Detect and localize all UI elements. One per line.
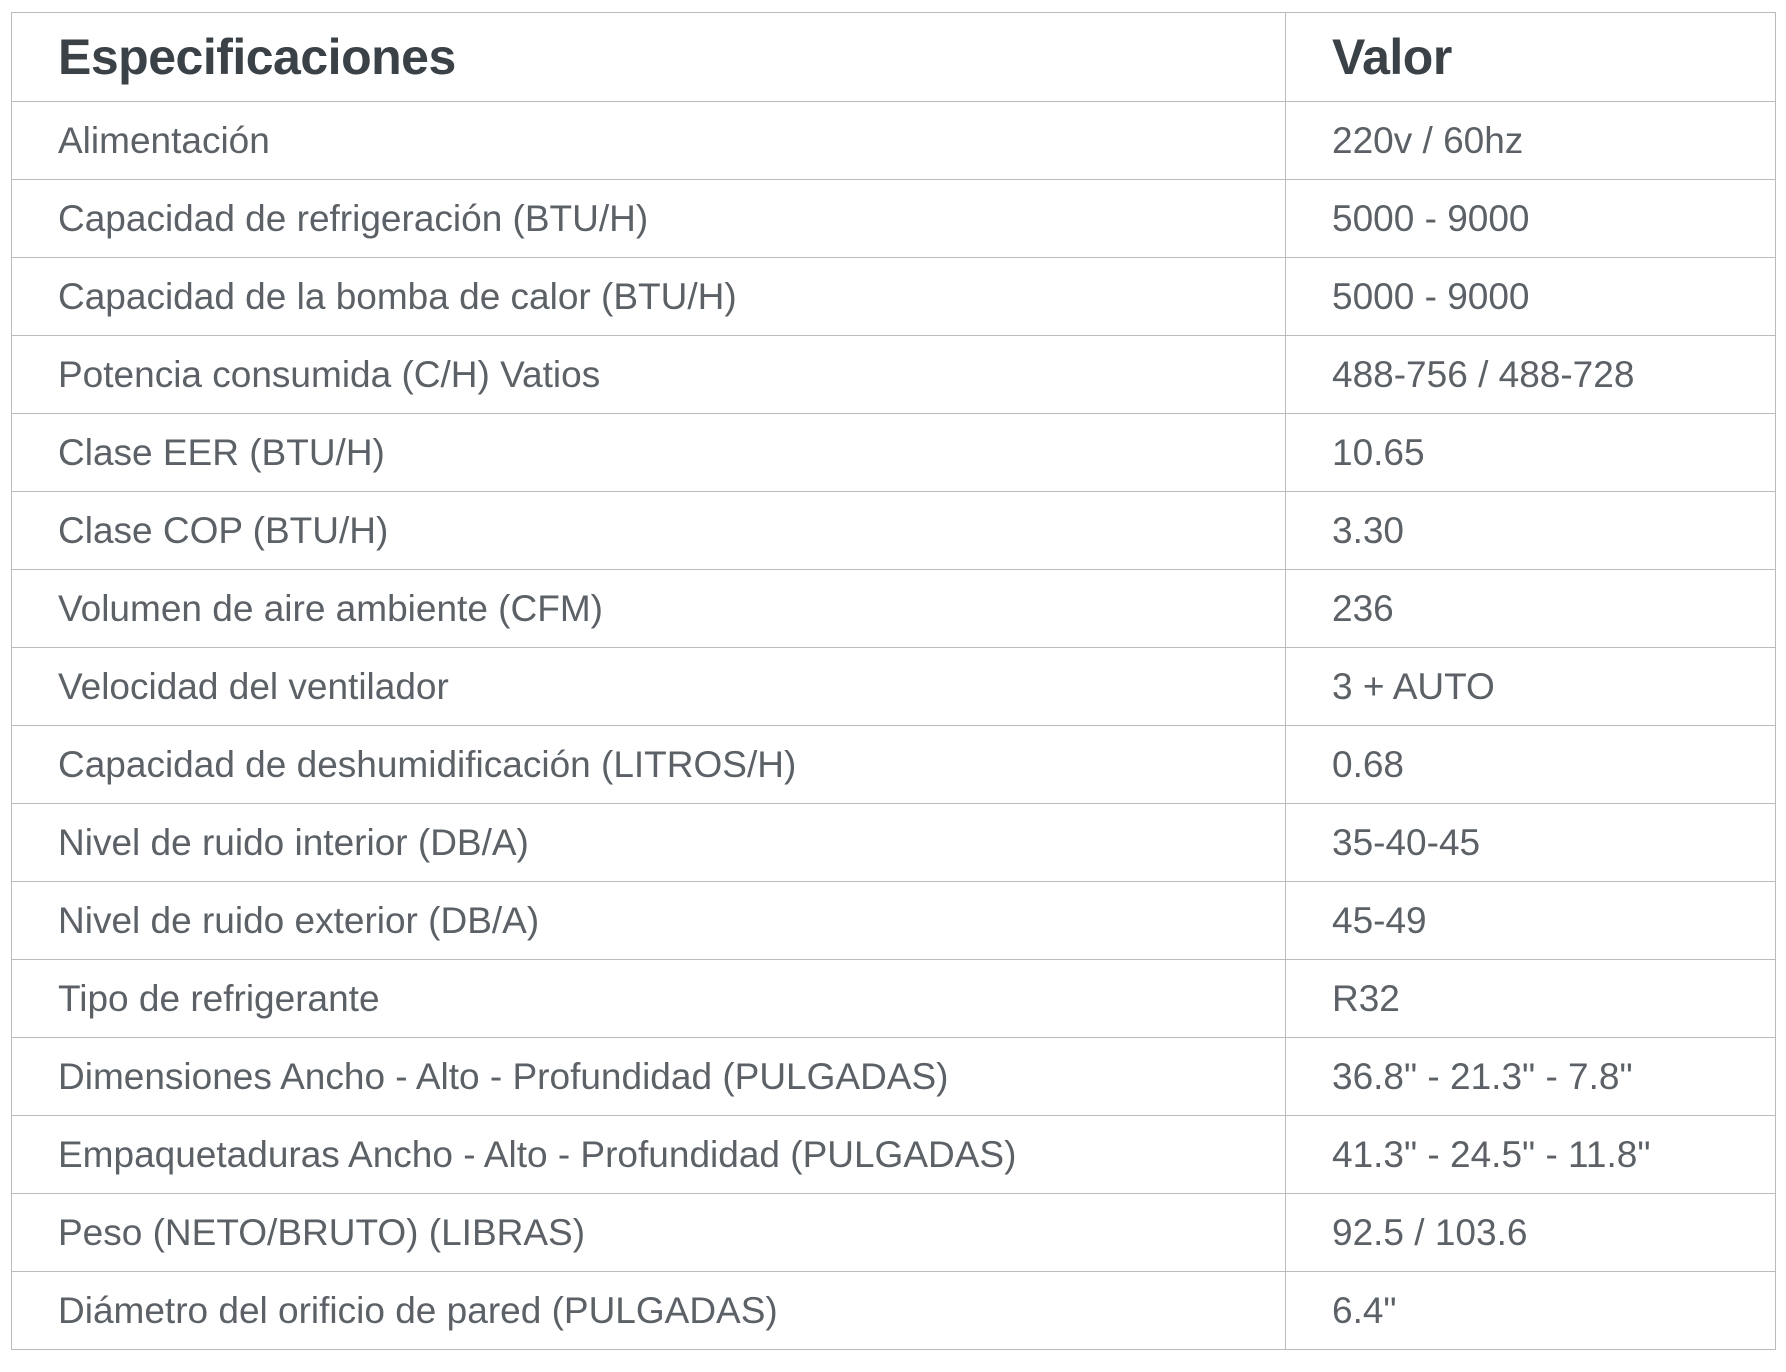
table-header — [12, 13, 1776, 102]
spec-cell: Dimensiones Ancho - Alto - Profundidad (PULGADAS) — [12, 1038, 1286, 1116]
value-cell: 5000 - 9000 — [1286, 180, 1776, 258]
value-cell: 220v / 60hz — [1286, 102, 1776, 180]
value-cell: R32 — [1286, 960, 1776, 1038]
spec-cell: Clase EER (BTU/H) — [12, 414, 1286, 492]
header-row — [12, 13, 1776, 102]
spec-cell: Potencia consumida (C/H) Vatios — [12, 336, 1286, 414]
value-cell: 10.65 — [1286, 414, 1776, 492]
spec-cell: Capacidad de refrigeración (BTU/H) — [12, 180, 1286, 258]
spec-cell: Velocidad del ventilador — [12, 648, 1286, 726]
value-cell: 3.30 — [1286, 492, 1776, 570]
spec-cell: Alimentación — [12, 102, 1286, 180]
value-cell: 5000 - 9000 — [1286, 258, 1776, 336]
spec-cell: Capacidad de deshumidificación (LITROS/H) — [12, 726, 1286, 804]
value-cell: 35-40-45 — [1286, 804, 1776, 882]
table-row — [12, 492, 1776, 570]
header-value: Valor — [1286, 13, 1776, 102]
value-cell: 45-49 — [1286, 882, 1776, 960]
table-row — [12, 570, 1776, 648]
value-cell: 236 — [1286, 570, 1776, 648]
table-row — [12, 180, 1776, 258]
value-cell: 92.5 / 103.6 — [1286, 1194, 1776, 1272]
value-cell: 488-756 / 488-728 — [1286, 336, 1776, 414]
table-row — [12, 1038, 1776, 1116]
table-row — [12, 648, 1776, 726]
spec-cell: Empaquetaduras Ancho - Alto - Profundidad (PULGADAS) — [12, 1116, 1286, 1194]
spec-cell: Tipo de refrigerante — [12, 960, 1286, 1038]
table-row — [12, 336, 1776, 414]
spec-cell: Clase COP (BTU/H) — [12, 492, 1286, 570]
spec-cell: Nivel de ruido exterior (DB/A) — [12, 882, 1286, 960]
spec-cell: Volumen de aire ambiente (CFM) — [12, 570, 1286, 648]
spec-cell: Capacidad de la bomba de calor (BTU/H) — [12, 258, 1286, 336]
table-row — [12, 258, 1776, 336]
table-row — [12, 414, 1776, 492]
table-row — [12, 726, 1776, 804]
table-row — [12, 1116, 1776, 1194]
table-row — [12, 960, 1776, 1038]
table-row — [12, 102, 1776, 180]
value-cell: 3 + AUTO — [1286, 648, 1776, 726]
spec-cell: Nivel de ruido interior (DB/A) — [12, 804, 1286, 882]
table-row — [12, 1194, 1776, 1272]
value-cell: 41.3" - 24.5" - 11.8" — [1286, 1116, 1776, 1194]
spec-cell: Diámetro del orificio de pared (PULGADAS) — [12, 1272, 1286, 1350]
value-cell: 0.68 — [1286, 726, 1776, 804]
table-row — [12, 882, 1776, 960]
header-spec: Especificaciones — [12, 13, 1286, 102]
table-body — [12, 102, 1776, 1350]
value-cell: 6.4" — [1286, 1272, 1776, 1350]
table-row — [12, 804, 1776, 882]
table-row — [12, 1272, 1776, 1350]
value-cell: 36.8" - 21.3" - 7.8" — [1286, 1038, 1776, 1116]
spec-cell: Peso (NETO/BRUTO) (LIBRAS) — [12, 1194, 1286, 1272]
spec-table — [11, 12, 1776, 1350]
